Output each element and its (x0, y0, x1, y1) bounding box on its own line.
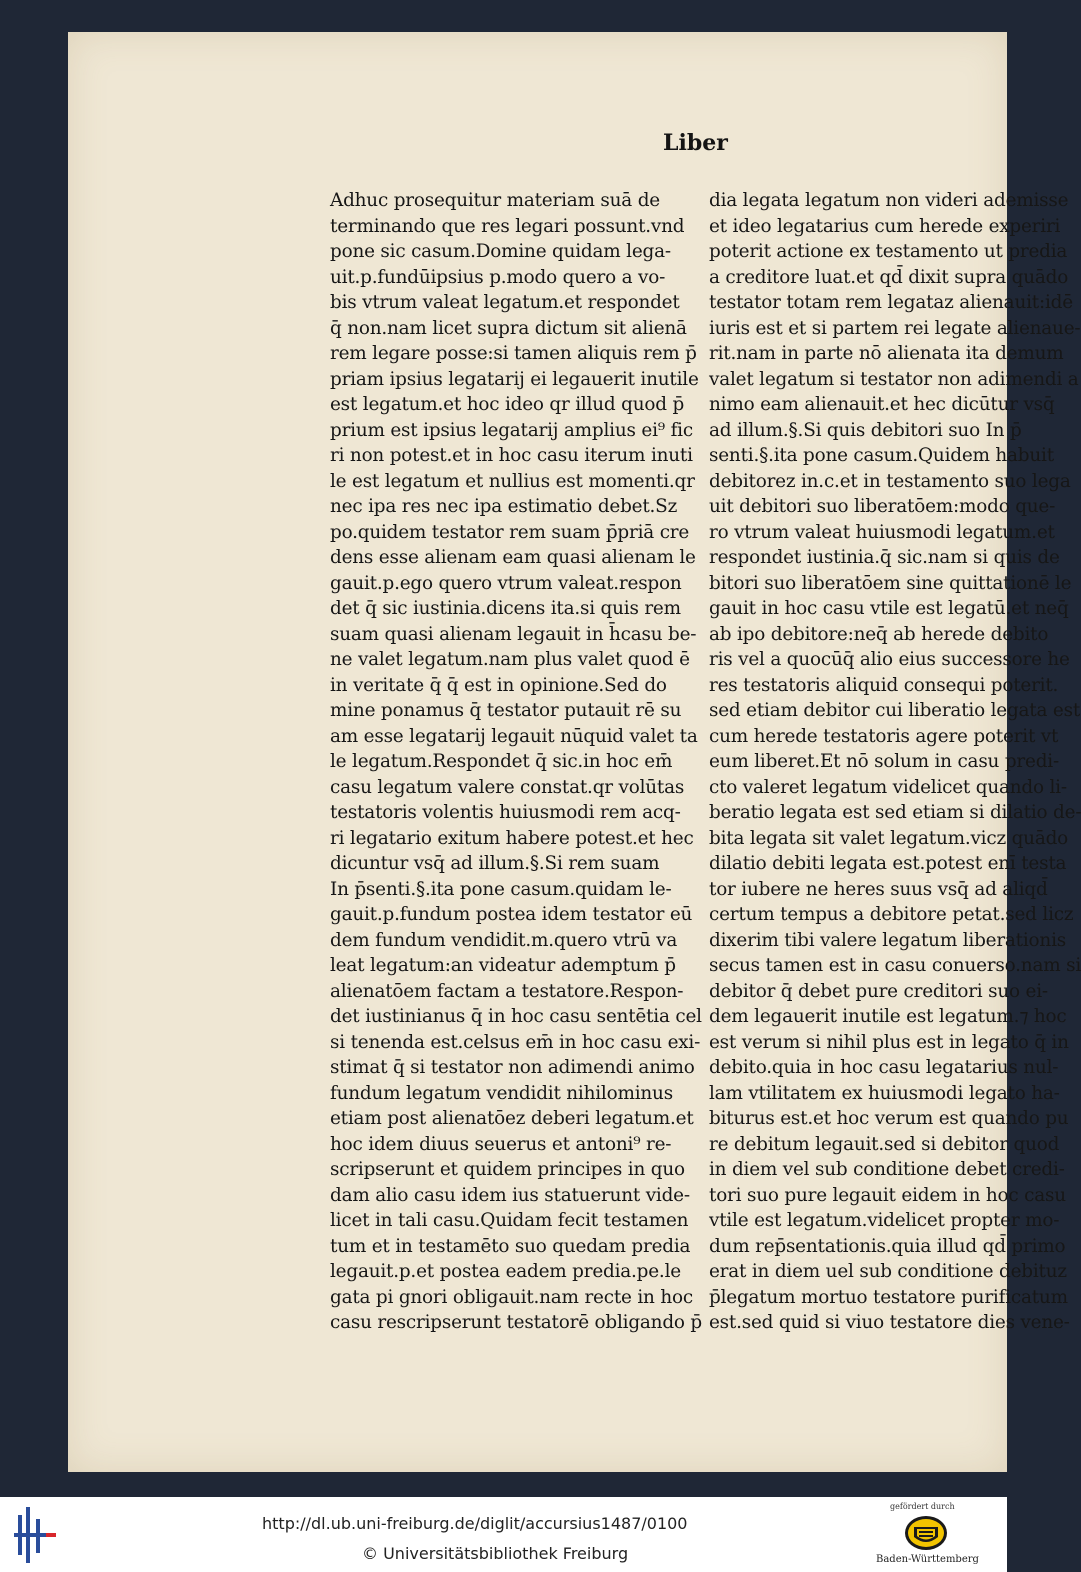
text-line: lam vtilitatem ex huiusmodi legato ha- (709, 1082, 1060, 1104)
text-line: prium est ipsius legatarij amplius ei⁹ fic (330, 419, 693, 441)
text-line: terminando que res legari possunt.vnd (330, 215, 685, 237)
text-line: bita legata sit valet legatum.vicz quādo (709, 827, 1069, 849)
sponsor-name: Baden-Württemberg (876, 1554, 979, 1565)
text-line: Adhuc prosequitur materiam suā de (330, 190, 660, 211)
text-line: stimat q̄ si testator non adimendi animo (330, 1057, 695, 1078)
text-line: iuris est et si partem rei legate alienaue- (709, 317, 1081, 339)
text-line: ris vel a quocūq̄ alio eius successore he (709, 649, 1070, 670)
text-line: suam quasi alienam legauit in h̄casu be- (330, 623, 697, 645)
text-line: In p̄senti.§.ita pone casum.quidam le- (330, 878, 672, 900)
text-line: gauit.p.fundum postea idem testator eū (330, 904, 693, 925)
text-line: dam alio casu idem ius statuerunt vide- (330, 1184, 690, 1206)
text-line: res testatoris aliquid consequi poterit. (709, 674, 1059, 696)
text-line: priam ipsius legatarij ei legauerit inutile (330, 368, 699, 390)
text-line: beratio legata est sed etiam si dilatio de- (709, 802, 1081, 823)
text-line: poterit actione ex testamento ut predia (709, 241, 1068, 262)
scanned-page (68, 32, 1081, 1472)
text-line: alienatōem factam a testatore.Respon- (330, 980, 684, 1002)
text-line: a creditore luat.et qd̄ dixit supra quādo (709, 266, 1069, 288)
right-text-column (709, 188, 1081, 1336)
text-line: am esse legatarij legauit nūquid valet ta (330, 725, 698, 747)
text-line: hoc idem diuus seuerus et antoni⁹ re- (330, 1133, 672, 1155)
text-line: est legatum.et hoc ideo qr illud quod p̄ (330, 394, 685, 415)
text-line: est verum si nihil plus est in legato q̄ in (709, 1031, 1069, 1053)
text-line: gauit.p.ego quero vtrum valeat.respon (330, 572, 682, 594)
text-line: ri non potest.et in hoc casu iterum inuti (330, 445, 693, 466)
ub-freiburg-logo-icon (14, 1505, 64, 1565)
text-line: est.sed quid si viuo testatore dies vene- (709, 1312, 1070, 1333)
text-line: biturus est.et hoc verum est quando pu (709, 1108, 1069, 1129)
text-line: nimo eam alienauit.et hec dicūtur vsq̄ (709, 394, 1055, 415)
text-line: dilatio debiti legata est.potest enī testa (709, 853, 1067, 874)
text-line: etiam post alienatōez deberi legatum.et (330, 1108, 694, 1129)
text-line: gauit in hoc casu vtile est legatū.et neq̄ (709, 598, 1069, 619)
text-line: testatoris volentis huiusmodi rem acq- (330, 802, 681, 823)
text-line: dicuntur vsq̄ ad illum.§.Si rem suam (330, 853, 660, 874)
left-text-column (330, 188, 702, 1336)
text-line: ne valet legatum.nam plus valet quod ē (330, 649, 690, 670)
text-line: ri legatario exitum habere potest.et hec (330, 827, 694, 849)
text-line: dixerim tibi valere legatum liberationis (709, 929, 1066, 951)
text-line: bitori suo liberatōem sine quittationē le (709, 572, 1072, 594)
text-line: respondet iustinia.q̄ sic.nam si quis de (709, 547, 1060, 568)
text-line: senti.§.ita pone casum.Quidem habuit (709, 445, 1054, 466)
text-line: pone sic casum.Domine quidam lega- (330, 241, 671, 262)
text-line: eum liberet.Et nō solum in casu predi- (709, 751, 1059, 772)
text-line: dia legata legatum non videri ademisse (709, 190, 1069, 211)
text-line: dens esse alienam eam quasi alienam le (330, 547, 696, 568)
sponsor-label: gefördert durch (890, 1502, 955, 1511)
text-line: in diem vel sub conditione debet credi- (709, 1159, 1065, 1180)
text-line: erat in diem uel sub conditione debituz (709, 1261, 1067, 1282)
text-line: tor iubere ne heres suus vsq̄ ad aliqd̄ (709, 878, 1048, 900)
text-line: cto valeret legatum videlicet quando li- (709, 776, 1067, 798)
text-line: q̄ non.nam licet supra dictum sit alienā (330, 317, 687, 339)
permalink-url[interactable]: http://dl.ub.uni-freiburg.de/diglit/accursius1487/0100 (262, 1514, 688, 1533)
text-line: casu legatum valere constat.qr volūtas (330, 776, 685, 798)
text-line: casu rescripserunt testatorē obligando p̄ (330, 1312, 702, 1333)
text-line: cum herede testatoris agere poterit vt (709, 725, 1059, 747)
text-line: si tenenda est.celsus em̄ in hoc casu exi- (330, 1031, 701, 1053)
text-line: secus tamen est in casu conuerso.nam si (709, 955, 1081, 976)
text-line: mine ponamus q̄ testator putauit rē su (330, 700, 682, 721)
text-line: fundum legatum vendidit nihilominus (330, 1082, 673, 1104)
text-line: rem legare posse:si tamen aliquis rem p̄ (330, 343, 697, 364)
text-line: scripserunt et quidem principes in quo (330, 1159, 685, 1180)
text-line: uit.p.fundūipsius p.modo quero a vo- (330, 266, 666, 288)
text-line: leat legatum:an videatur ademptum p̄ (330, 955, 676, 976)
text-line: uit debitori suo liberatōem:modo que- (709, 496, 1056, 517)
text-line: tori suo pure legauit eidem in hoc casu (709, 1184, 1066, 1206)
text-line: in veritate q̄ q̄ est in opinione.Sed do (330, 674, 667, 696)
text-line: certum tempus a debitore petat.sed licz (709, 904, 1074, 925)
text-line: re debitum legauit.sed si debitor quod (709, 1133, 1060, 1155)
text-line: tum et in testamēto suo quedam predia (330, 1235, 691, 1257)
text-line: le legatum.Respondet q̄ sic.in hoc em̄ (330, 751, 673, 772)
baden-wuerttemberg-crest-icon (904, 1515, 948, 1551)
text-line: po.quidem testator rem suam p̄priā cre (330, 521, 690, 543)
text-line: bis vtrum valeat legatum.et respondet (330, 292, 680, 313)
text-line: rit.nam in parte nō alienata ita demum (709, 343, 1064, 364)
text-line: debitorez in.c.et in testamento suo lega (709, 470, 1071, 492)
text-line: licet in tali casu.Quidam fecit testamen (330, 1210, 689, 1231)
running-head: Liber (663, 130, 728, 156)
text-line: det iustinianus q̄ in hoc casu sentētia cel (330, 1006, 702, 1027)
footer-bar (0, 1497, 1007, 1572)
text-line: dem fundum vendidit.m.quero vtrū va (330, 929, 678, 951)
text-line: ro vtrum valeat huiusmodi legatum.et (709, 521, 1055, 543)
text-line: le est legatum et nullius est momenti.qr (330, 470, 695, 492)
text-line: valet legatum si testator non adimendi a (709, 368, 1079, 390)
text-line: vtile est legatum.videlicet propter mo- (709, 1210, 1060, 1231)
text-line: sed etiam debitor cui liberatio legata est (709, 700, 1081, 721)
text-line: dum rep̄sentationis.quia illud qd̄ primo (709, 1235, 1066, 1257)
copyright-notice: © Universitätsbibliothek Freiburg (362, 1544, 629, 1563)
text-line: et ideo legatarius cum herede experiri (709, 215, 1061, 237)
text-line: legauit.p.et postea eadem predia.pe.le (330, 1261, 681, 1282)
text-line: debitor q̄ debet pure creditori suo ei- (709, 980, 1048, 1002)
text-line: gata pi gnori obligauit.nam recte in hoc (330, 1286, 693, 1308)
text-line: ab ipo debitore:neq̄ ab herede debito (709, 623, 1049, 645)
text-line: testator totam rem legataz alienauit:idē (709, 292, 1073, 313)
text-line: ad illum.§.Si quis debitori suo In p̄ (709, 419, 1022, 441)
text-line: p̄legatum mortuo testatore purificatum (709, 1286, 1068, 1308)
text-line: debito.quia in hoc casu legatarius nul- (709, 1057, 1059, 1078)
text-line: dem legauerit inutile est legatum.⁊ hoc (709, 1006, 1067, 1027)
text-line: nec ipa res nec ipa estimatio debet.Sz (330, 496, 678, 517)
text-line: det q̄ sic iustinia.dicens ita.si quis rem (330, 598, 681, 619)
